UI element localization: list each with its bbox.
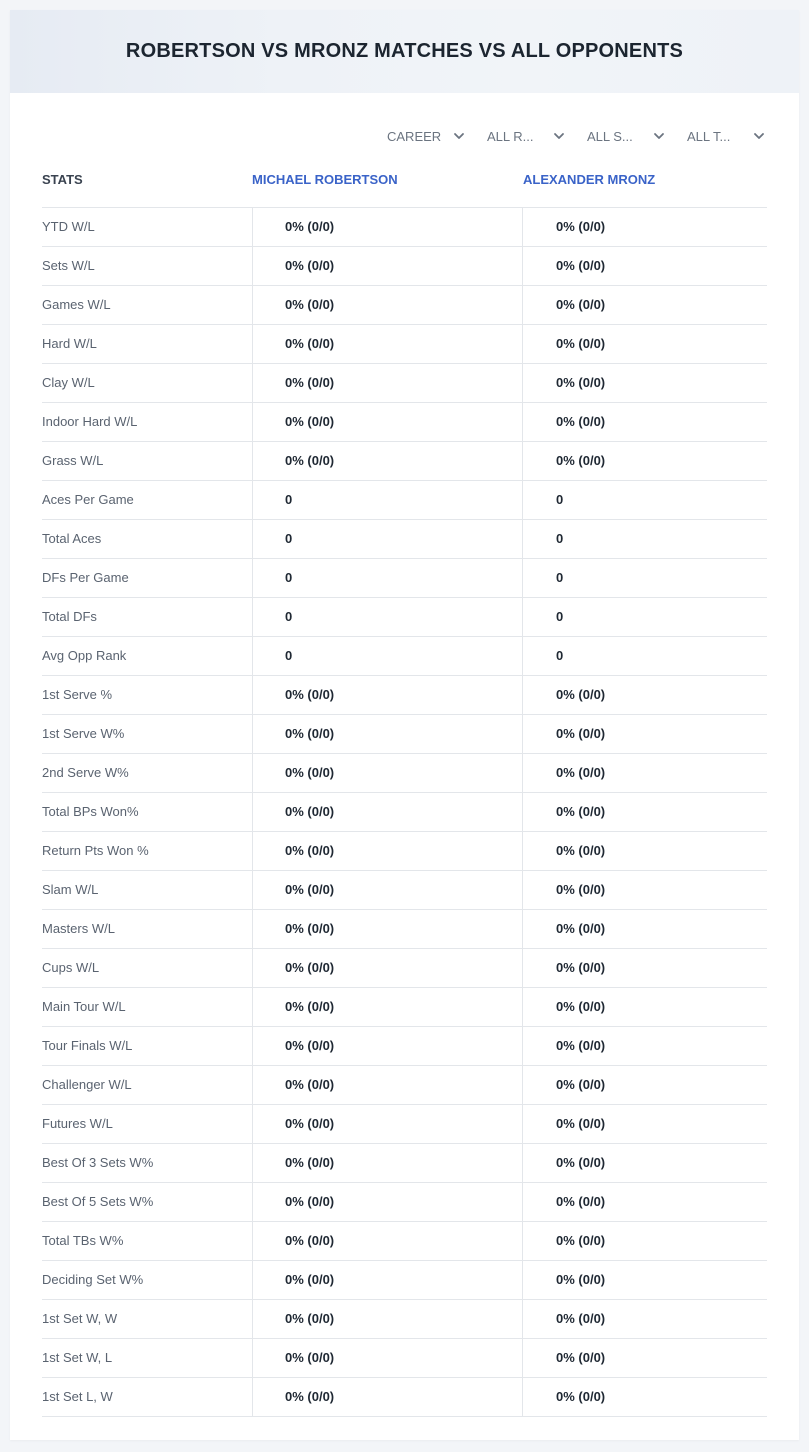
player2-value: 0	[522, 559, 767, 597]
stat-label: Best Of 5 Sets W%	[42, 1194, 154, 1209]
stat-label: Masters W/L	[42, 921, 115, 936]
table-row	[42, 598, 767, 637]
table-row	[42, 364, 767, 403]
stat-label: Avg Opp Rank	[42, 648, 127, 663]
table-row	[42, 286, 767, 325]
player2-value: 0% (0/0)	[522, 1144, 767, 1182]
player2-value: 0% (0/0)	[522, 1027, 767, 1065]
player1-value: 0% (0/0)	[252, 442, 523, 480]
filter-label: ALL T...	[687, 128, 731, 144]
table-row	[42, 676, 767, 715]
player2-value: 0% (0/0)	[522, 1066, 767, 1104]
player2-value: 0	[522, 598, 767, 636]
player2-value: 0% (0/0)	[522, 871, 767, 909]
player2-value: 0% (0/0)	[522, 325, 767, 363]
player1-value: 0% (0/0)	[252, 247, 523, 285]
filter-surface-select[interactable]	[567, 125, 667, 147]
table-row	[42, 754, 767, 793]
table-row	[42, 715, 767, 754]
chevron-down-icon	[453, 130, 465, 142]
table-row	[42, 1144, 767, 1183]
stat-label: 1st Serve %	[42, 687, 113, 702]
chevron-down-icon	[753, 130, 765, 142]
player2-value: 0% (0/0)	[522, 1261, 767, 1299]
player2-value: 0% (0/0)	[522, 832, 767, 870]
stat-label: YTD W/L	[42, 219, 95, 234]
stats-table	[42, 207, 767, 1417]
table-row	[42, 637, 767, 676]
player2-value: 0% (0/0)	[522, 1378, 767, 1416]
player2-value: 0% (0/0)	[522, 1105, 767, 1143]
stat-label: Games W/L	[42, 297, 111, 312]
table-row	[42, 793, 767, 832]
filter-career-select[interactable]	[367, 125, 467, 147]
table-row	[42, 325, 767, 364]
stat-label: Total TBs W%	[42, 1233, 124, 1248]
filter-label: ALL S...	[587, 128, 633, 144]
player1-value: 0	[252, 559, 523, 597]
table-row	[42, 520, 767, 559]
player1-value: 0% (0/0)	[252, 1105, 523, 1143]
player1-value: 0% (0/0)	[252, 676, 523, 714]
player1-value: 0	[252, 520, 523, 558]
player1-value: 0% (0/0)	[252, 1300, 523, 1338]
card-header	[10, 10, 799, 93]
stat-label: Grass W/L	[42, 453, 104, 468]
table-row	[42, 949, 767, 988]
player2-value: 0% (0/0)	[522, 1300, 767, 1338]
stat-label: Hard W/L	[42, 336, 97, 351]
player1-value: 0% (0/0)	[252, 871, 523, 909]
player2-link[interactable]: ALEXANDER MRONZ	[523, 172, 656, 187]
player1-value: 0% (0/0)	[252, 715, 523, 753]
player1-value: 0% (0/0)	[252, 208, 523, 246]
table-header	[42, 170, 767, 208]
table-row	[42, 1027, 767, 1066]
player1-value: 0% (0/0)	[252, 988, 523, 1026]
stat-label: Deciding Set W%	[42, 1272, 144, 1287]
player1-value: 0	[252, 637, 523, 675]
player2-value: 0% (0/0)	[522, 364, 767, 402]
chevron-down-icon	[553, 130, 565, 142]
stat-label: Aces Per Game	[42, 492, 134, 507]
player1-value: 0% (0/0)	[252, 1066, 523, 1104]
stat-label: Futures W/L	[42, 1116, 113, 1131]
player2-value: 0% (0/0)	[522, 286, 767, 324]
table-row	[42, 1261, 767, 1300]
table-row	[42, 559, 767, 598]
stat-label: 1st Set W, L	[42, 1350, 113, 1365]
player2-value: 0% (0/0)	[522, 1183, 767, 1221]
filter-label: ALL R...	[487, 128, 534, 144]
stat-label: 1st Set W, W	[42, 1311, 118, 1326]
player1-value: 0% (0/0)	[252, 910, 523, 948]
player2-value: 0% (0/0)	[522, 754, 767, 792]
stat-label: 1st Set L, W	[42, 1389, 113, 1404]
player1-value: 0% (0/0)	[252, 1183, 523, 1221]
stat-label: 2nd Serve W%	[42, 765, 129, 780]
stats-column-header: STATS	[42, 172, 83, 187]
stat-label: Cups W/L	[42, 960, 100, 975]
stat-label: Clay W/L	[42, 375, 95, 390]
player1-value: 0% (0/0)	[252, 364, 523, 402]
page-title: ROBERTSON VS MRONZ MATCHES VS ALL OPPONENTS	[125, 40, 684, 62]
stat-label: DFs Per Game	[42, 570, 129, 585]
table-row	[42, 1378, 767, 1417]
filter-bar	[367, 125, 767, 147]
player2-value: 0% (0/0)	[522, 715, 767, 753]
stat-label: Total Aces	[42, 531, 102, 546]
player1-value: 0	[252, 598, 523, 636]
player2-value: 0	[522, 520, 767, 558]
filter-round-select[interactable]	[467, 125, 567, 147]
player1-value: 0% (0/0)	[252, 1378, 523, 1416]
table-row	[42, 871, 767, 910]
player1-value: 0% (0/0)	[252, 1261, 523, 1299]
player2-value: 0% (0/0)	[522, 793, 767, 831]
player1-value: 0% (0/0)	[252, 403, 523, 441]
table-row	[42, 1066, 767, 1105]
player1-value: 0% (0/0)	[252, 1144, 523, 1182]
player2-value: 0% (0/0)	[522, 1339, 767, 1377]
player2-value: 0	[522, 637, 767, 675]
player1-value: 0% (0/0)	[252, 286, 523, 324]
table-row	[42, 1222, 767, 1261]
chevron-down-icon	[653, 130, 665, 142]
player2-value: 0% (0/0)	[522, 1222, 767, 1260]
player2-value: 0% (0/0)	[522, 676, 767, 714]
player2-value: 0% (0/0)	[522, 403, 767, 441]
table-row	[42, 481, 767, 520]
filter-label: CAREER	[387, 128, 442, 144]
player2-value: 0% (0/0)	[522, 910, 767, 948]
stat-label: Indoor Hard W/L	[42, 414, 138, 429]
player1-link[interactable]: MICHAEL ROBERTSON	[252, 172, 398, 187]
stat-label: Challenger W/L	[42, 1077, 132, 1092]
table-row	[42, 910, 767, 949]
stat-label: Best Of 3 Sets W%	[42, 1155, 154, 1170]
table-row	[42, 1339, 767, 1378]
stat-label: Total DFs	[42, 609, 97, 624]
table-row	[42, 442, 767, 481]
player2-value: 0% (0/0)	[522, 949, 767, 987]
player2-value: 0% (0/0)	[522, 247, 767, 285]
player2-value: 0	[522, 481, 767, 519]
table-row	[42, 832, 767, 871]
player2-value: 0% (0/0)	[522, 442, 767, 480]
table-row	[42, 403, 767, 442]
filter-tournament-select[interactable]	[667, 125, 767, 147]
table-row	[42, 208, 767, 247]
table-row	[42, 1105, 767, 1144]
stat-label: Return Pts Won %	[42, 843, 149, 858]
player1-value: 0% (0/0)	[252, 1222, 523, 1260]
stat-label: Tour Finals W/L	[42, 1038, 133, 1053]
stat-label: 1st Serve W%	[42, 726, 125, 741]
table-row	[42, 988, 767, 1027]
player1-value: 0% (0/0)	[252, 325, 523, 363]
stat-label: Total BPs Won%	[42, 804, 139, 819]
table-row	[42, 1183, 767, 1222]
stat-label: Main Tour W/L	[42, 999, 126, 1014]
player1-value: 0	[252, 481, 523, 519]
player1-value: 0% (0/0)	[252, 1339, 523, 1377]
stat-label: Slam W/L	[42, 882, 99, 897]
table-row	[42, 1300, 767, 1339]
stats-card	[10, 10, 799, 1440]
player2-value: 0% (0/0)	[522, 208, 767, 246]
player2-value: 0% (0/0)	[522, 988, 767, 1026]
player1-value: 0% (0/0)	[252, 949, 523, 987]
table-row	[42, 247, 767, 286]
player1-value: 0% (0/0)	[252, 832, 523, 870]
player1-value: 0% (0/0)	[252, 793, 523, 831]
stat-label: Sets W/L	[42, 258, 95, 273]
player1-value: 0% (0/0)	[252, 1027, 523, 1065]
player1-value: 0% (0/0)	[252, 754, 523, 792]
